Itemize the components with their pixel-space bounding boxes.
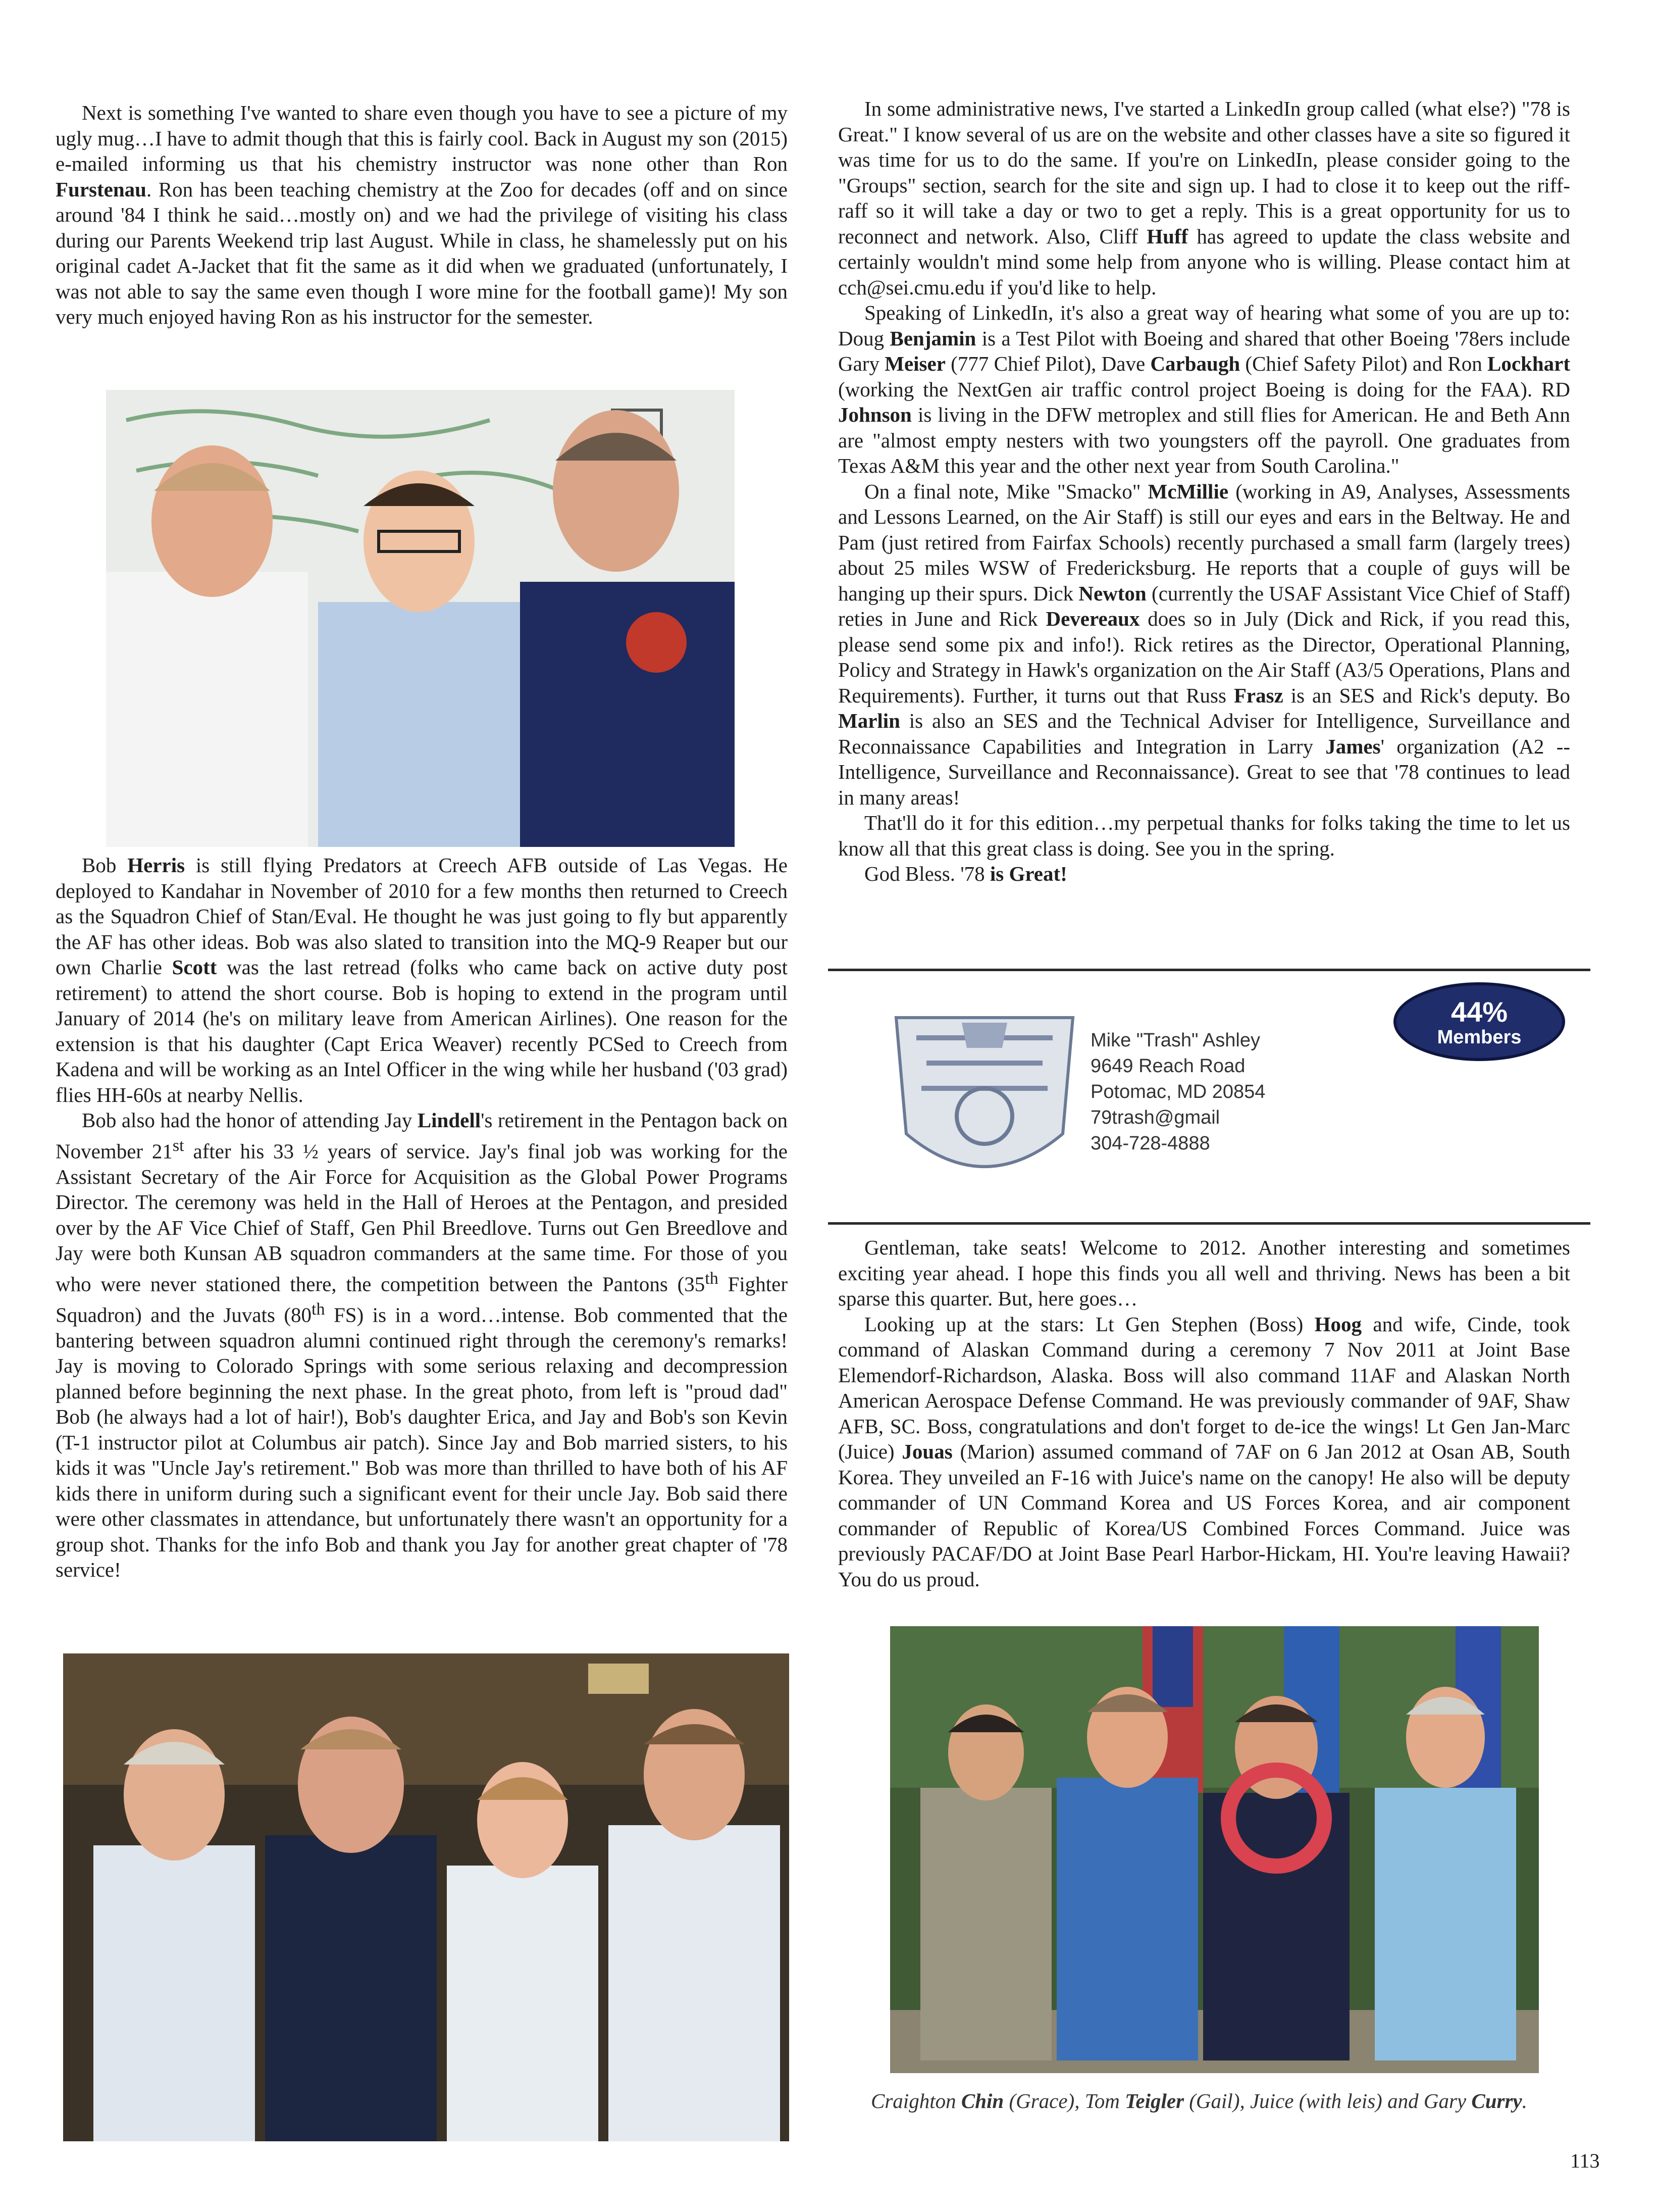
name-jouas: Jouas xyxy=(902,1440,953,1463)
contact-phone: 304-728-4888 xyxy=(1091,1133,1210,1154)
is-great: is Great! xyxy=(990,862,1067,885)
photo-caption: Craighton Chin (Grace), Tom Teigler (Gail), Juice (with leis) and Gary Curry. xyxy=(871,2089,1527,2113)
contact-name: Mike "Trash" Ashley xyxy=(1091,1030,1261,1051)
closing-paragraph: That'll do it for this edition…my perpetual thanks for folks taking the time to let us know all that this great class is doing. See you in the spring. xyxy=(838,811,1570,860)
right-paragraphs: In some administrative news, I've started a LinkedIn group called (what else?) "78 is Great." I know several of us are on the website and other classes have a site so figured it was time for us to do the same. If you're on LinkedIn, please consider going to the "Groups" section, search for the site and sign up. I had to close it to keep out the riff-raff so it will take a day or two to get a reply. This is a great opportunity for us to reconnect and network. Also, Cliff Huff has agreed to update the class website and certainly wouldn't mind some help from anyone who is willing. Please contact him at cch@sei.cmu.edu if you'd like to help. Speaking of LinkedIn, it's also a great way of hearing what some of you are up to: Doug Benjamin is a Test Pilot with Boeing and shared that other Boeing '78ers include Gary Meiser (777 Chief Pilot), Dave Carbaugh (Chief Safety Pilot) and Ron Lockhart (working the NextGen air traffic control project Boeing is doing for the FAA). RD Johnson is living in the DFW metroplex and still flies for American. He and Beth Ann are "almost empty nesters with two youngsters off the payroll. One graduates from Texas A&M this year and the other next year from South Carolina." On a final note, Mike "Smacko" McMillie (working in A9, Analyses, Assessments and Lessons Learned, on the Air Staff) is still our eyes and ears in the Beltway. He and Pam (just retired from Fairfax Schools) recently purchased a small farm (largely trees) about 25 miles WSW of Fredericksburg. He reports that a couple of guys will be hanging up their spurs. Dick Newton (currently the USAF Assistant Vice Chief of Staff) reties in June and Rick Devereaux does so in July (Dick and Rick, if you read this, please send some pix and info!). Rick retires as the Director, Operational Planning, Policy and Strategy in Hawk's organization on the Air Staff (A3/5 Operations, Plans and Requirements). Further, it turns out that Russ Frasz is an SES and Rick's deputy. Bo Marlin is also an SES and the Technical Adviser for Intelligence, Surveillance and Reconnaissance Capabilities and Integration in Larry James' organization (A2 -- Intelligence, Surveillance and Reconnaissance). Great to see that '78 continues to lead in many areas! That'll do it for this edition…my perpetual thanks for folks taking the time to let us know all that this great class is doing. See you in the spring. God Bless. '78 is Great! xyxy=(838,97,1570,885)
name-furstenau: Furstenau xyxy=(56,177,146,201)
class-scribe-contact xyxy=(1091,1028,1444,1157)
name-chin: Chin xyxy=(961,2089,1004,2113)
name-marlin: Marlin xyxy=(838,709,900,732)
photo-retirement-ceremony xyxy=(63,1653,789,2141)
name-huff: Huff xyxy=(1147,224,1188,248)
section-divider-top xyxy=(828,969,1590,971)
next-class-paragraphs: Gentleman, take seats! Welcome to 2012. Another interesting and sometimes exciting year ahead. I hope this finds you all well and thriving. News has been a bit sparse this quarter. But, here goes… Looking up at the stars: Lt Gen Stephen (Boss) Hoog and wife, Cinde, took command of Alaskan Command during a ceremony 7 Nov 2011 at Joint Base Elemendorf-Richardson, Alaska. Boss will also command 11AF and Alaskan North American Aerospace Defense Command. He was previously commander of 9AF, Shaw AFB, SC. Boss, congratulations and don't forget to de-ice the wings! Lt Gen Jan-Marc (Juice) Jouas (Marion) assumed command of 7AF on 6 Jan 2012 at Osan AB, South Korea. They unveiled an F-16 with Juice's name on the canopy! He also will be deputy commander of UN Command Korea and US Forces Korea, and air component commander of Republic of Korea/US Combined Forces Command. Juice was previously PACAF/DO at Joint Base Pearl Harbor-Hickam, HI. You're leaving Hawaii? You do us proud. xyxy=(838,1236,1570,1591)
name-lindell: Lindell xyxy=(417,1109,481,1132)
page-number: 113 xyxy=(1570,2149,1600,2172)
contact-street: 9649 Reach Road xyxy=(1091,1055,1246,1077)
name-devereaux: Devereaux xyxy=(1046,607,1140,630)
name-scott: Scott xyxy=(172,956,217,979)
name-hoog: Hoog xyxy=(1314,1312,1362,1336)
name-meiser: Meiser xyxy=(885,352,946,375)
membership-percent: 44% xyxy=(1450,996,1508,1028)
name-herris: Herris xyxy=(127,853,185,877)
name-benjamin: Benjamin xyxy=(890,326,976,350)
contact-city: Potomac, MD 20854 xyxy=(1091,1081,1266,1102)
name-johnson: Johnson xyxy=(838,403,912,426)
left-paragraph-1: Next is something I've wanted to share even though you have to see a picture of my ugly mug…I have to admit though that this is fairly cool. Back in August my son (2015) e-mailed informing us that his chemistry instructor was none other than Ron Furstenau. Ron has been teaching chemistry at the Zoo for decades (off and on since around '84 I think he said…mostly on) and we had the privilege of visiting his class during our Parents Weekend trip last August. While in class, he shamelessly put on his original cadet A-Jacket that fit the same as it did when we graduated (unfortunately, I was not able to say the same even though I wore mine for the football game)! My son very much enjoyed having Ron as his instructor for the semester. xyxy=(56,101,788,328)
left-paragraph-2-3: Bob Herris is still flying Predators at Creech AFB outside of Las Vegas. He deployed to Kandahar in November of 2010 for a few months then returned to Creech as the Squadron Chief of Stan/Eval. He thought he was just going to fly but apparently the AF has other ideas. Bob was also slated to transition into the MQ-9 Reaper but our own Charlie Scott was the last retread (folks who came back on active duty post retirement) to attend the short course. Bob is hoping to extend in the program until January of 2014 (he's on military leave from American Airlines). One reason for the extension is that his daughter (Capt Erica Weaver) recently PCSed to Creech from Kadena and will be working as an Intel Officer in the wing while her husband ('03 grad) flies HH-60s at nearby Nellis. Bob also had the honor of attending Jay Lindell's retirement in the Pentagon back on November 21st after his 33 ½ years of service. Jay's final job was working for the Assistant Secretary of the Air Force for Acquisition as the Global Power Programs Director. The ceremony was held in the Hall of Heroes at the Pentagon, and presided over by the AF Vice Chief of Staff, Gen Phil Breedlove. Turns out Gen Breedlove and Jay were both Kunsan AB squadron commanders at the same time. For those of you who were never stationed there, the competition between the Pantons (35th Fighter Squadron) and the Juvats (80th FS) is in a word…intense. Bob commented that the bantering between squadron alumni continued right through the ceremony's remarks! Jay is moving to Colorado Springs with some serious relaxing and decompression planned before beginning the next phase. In the great photo, from left is "proud dad" Bob (he always had a lot of hair!), Bob's daughter Erica, and Jay and Bob's son Kevin (T-1 instructor pilot at Columbus air patch). Since Jay and Bob married sisters, to his kids it was "Uncle Jay's retirement." Bob was more than thrilled to have both of his AF kids there in uniform during such a significant event for their uncle Jay. Bob said there were other classmates in attendance, but unfortunately there wasn't an opportunity for a group shot. Thanks for the info Bob and thank you Jay for another great chapter of '78 service! xyxy=(56,853,788,1582)
name-teigler: Teigler xyxy=(1125,2089,1184,2113)
photo-hawaii-group xyxy=(890,1626,1539,2073)
membership-badge xyxy=(1393,982,1565,1061)
name-lockhart: Lockhart xyxy=(1487,352,1570,375)
name-newton: Newton xyxy=(1078,581,1147,605)
photo-classroom xyxy=(106,390,735,847)
name-james: James xyxy=(1325,734,1381,758)
name-frasz: Frasz xyxy=(1233,683,1283,707)
contact-email: 79trash@gmail xyxy=(1091,1107,1220,1128)
class-crest-logo xyxy=(886,1008,1083,1199)
next-paragraph-1: Gentleman, take seats! Welcome to 2012. Another interesting and sometimes exciting year ahead. I hope this finds you all well and thriving. News has been a bit sparse this quarter. But, here goes… xyxy=(838,1236,1570,1310)
name-carbaugh: Carbaugh xyxy=(1150,352,1240,375)
section-divider-bottom xyxy=(828,1222,1590,1225)
name-mcmillie: McMillie xyxy=(1148,479,1229,503)
membership-label: Members xyxy=(1437,1027,1522,1048)
name-curry: Curry xyxy=(1471,2089,1522,2113)
